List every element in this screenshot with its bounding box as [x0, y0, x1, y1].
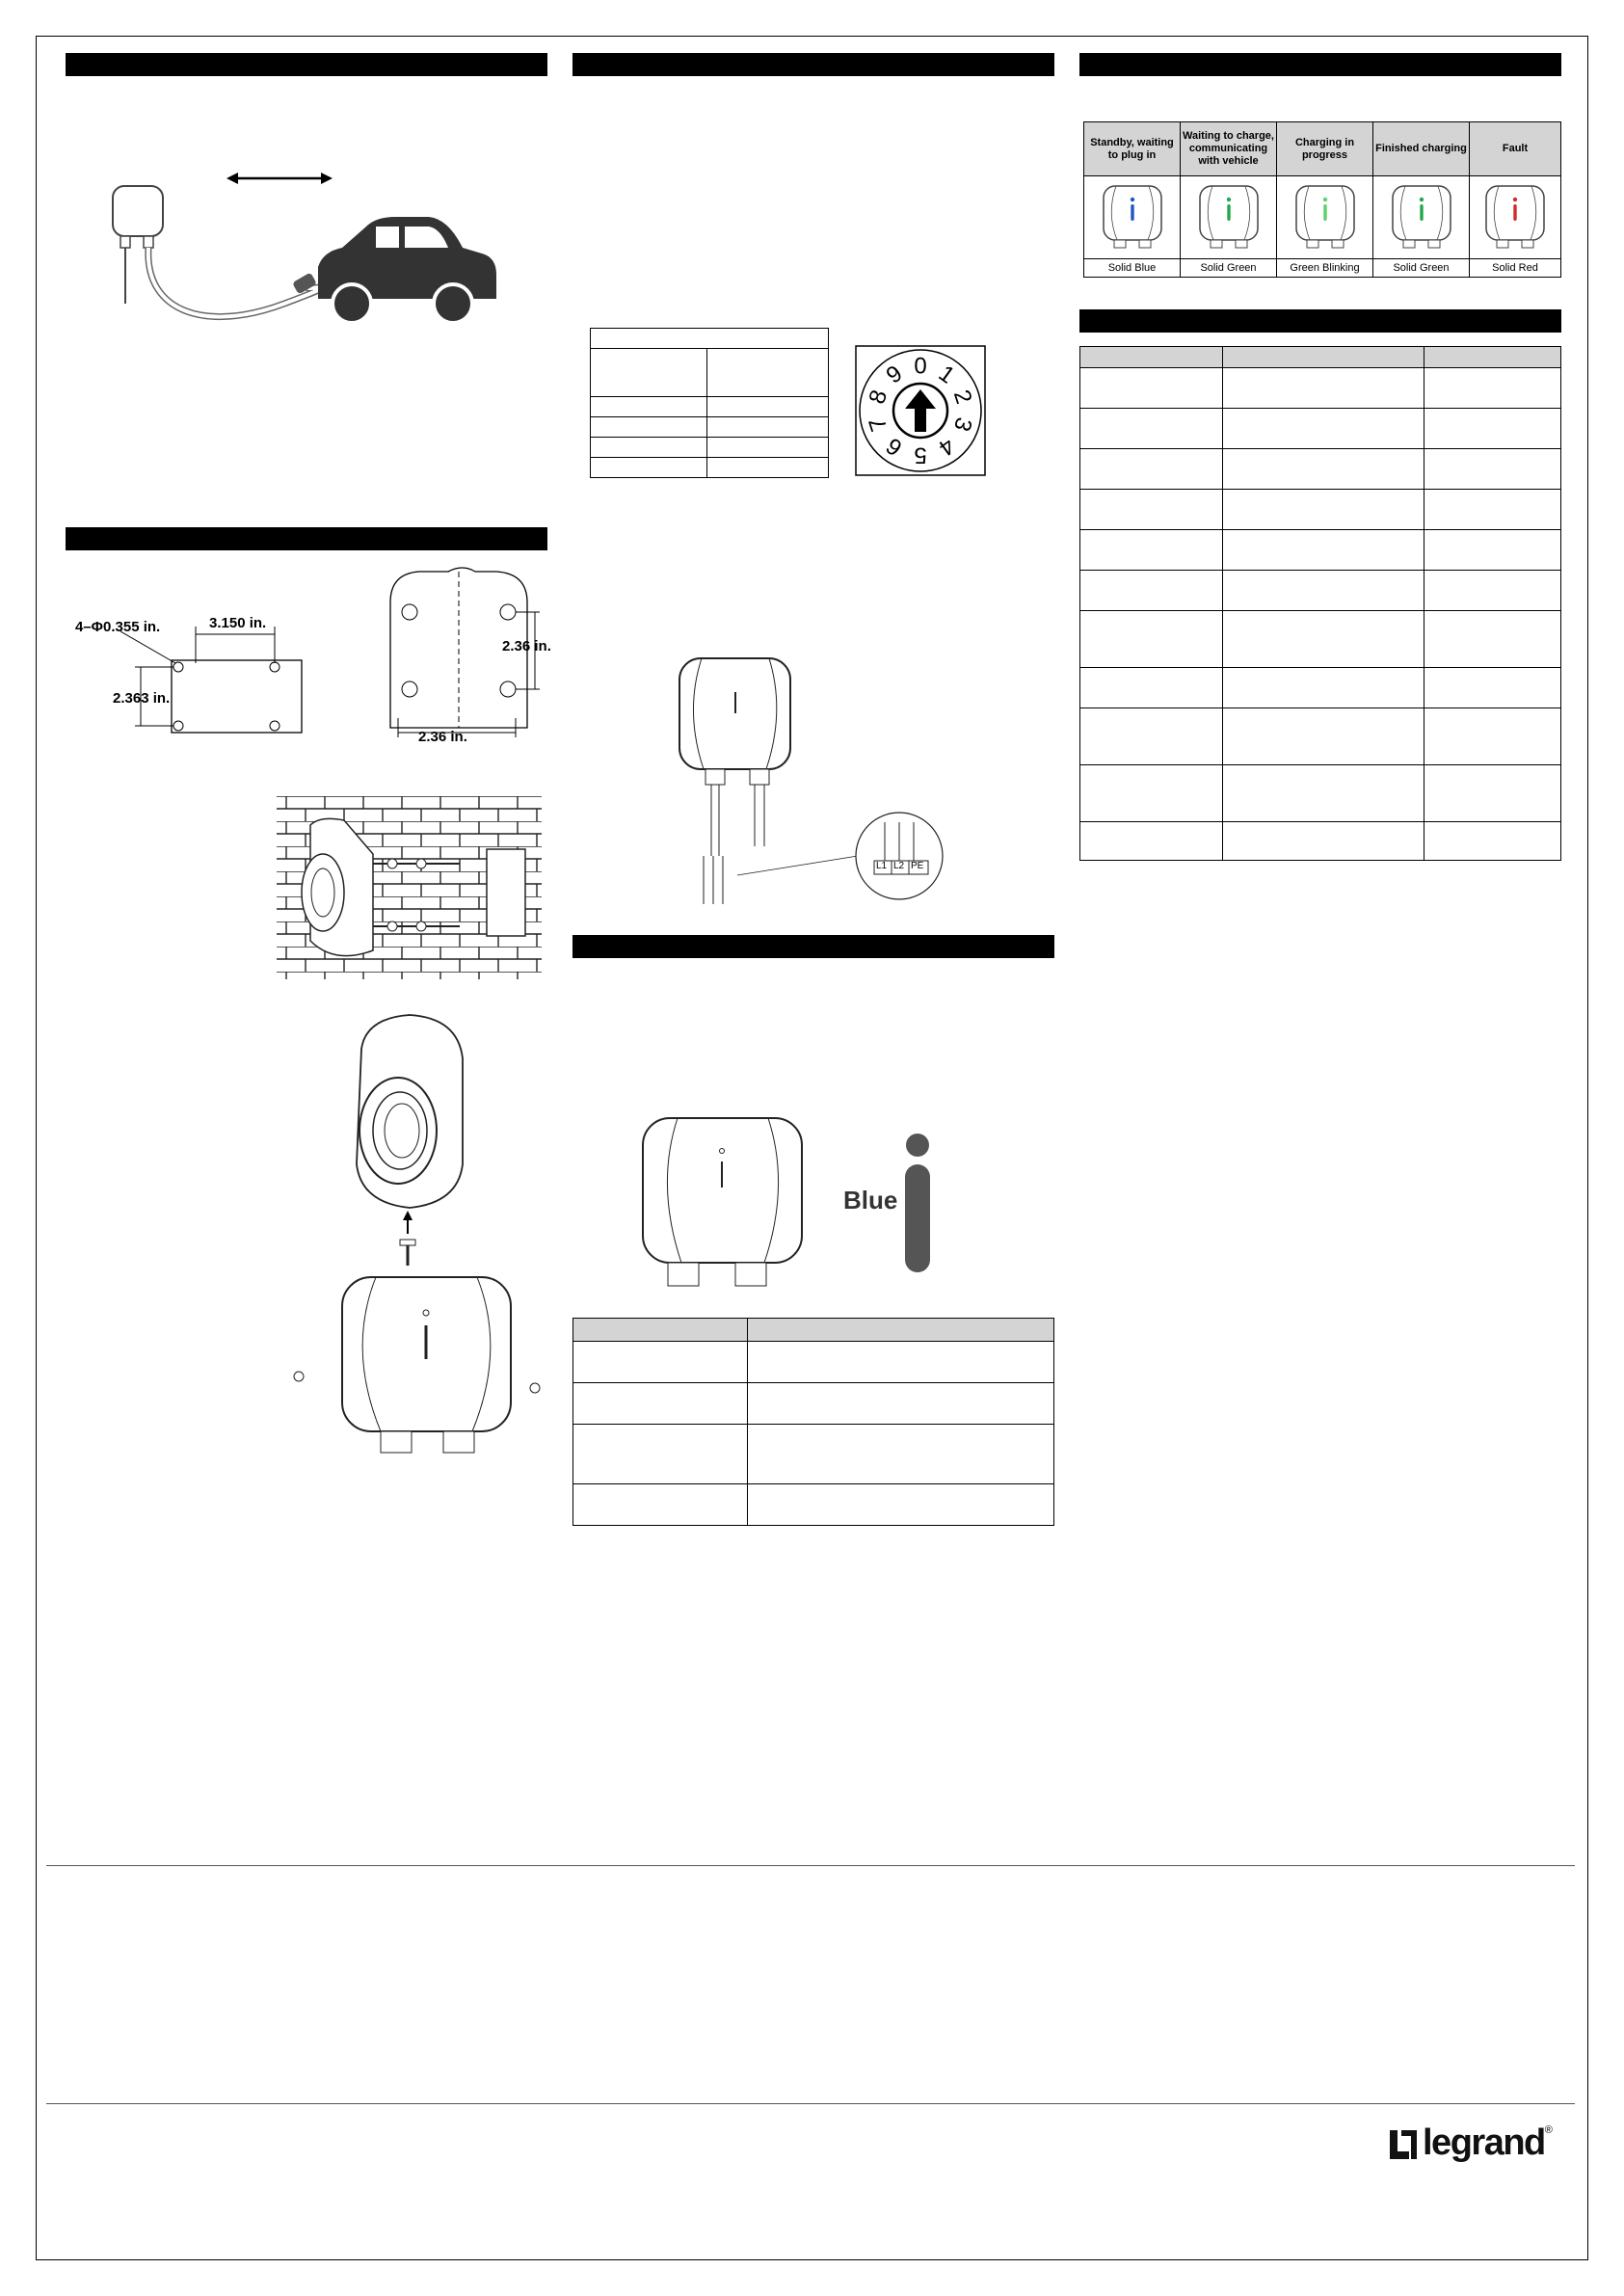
dial-digit: 1 — [933, 360, 960, 389]
plate-height-label: 2.36 in. — [502, 638, 551, 654]
section-header-bar — [66, 53, 547, 76]
dial-digit: 5 — [914, 441, 927, 468]
rotary-dial[interactable] — [855, 345, 986, 476]
dial-digit: 7 — [864, 414, 893, 435]
wall-mounting-illustration — [277, 796, 542, 979]
charger-wiring-illustration — [665, 654, 954, 914]
status-label-green-blinking: Green Blinking — [1277, 259, 1373, 278]
setting-table — [590, 328, 829, 478]
indicator-table — [572, 1318, 1054, 1526]
height-dimension-label: 2.363 in. — [113, 690, 171, 707]
dial-digit: 6 — [881, 432, 908, 462]
section-header-bar — [572, 53, 1054, 76]
registered-mark: ® — [1544, 2124, 1553, 2136]
status-header-finished: Finished charging — [1373, 122, 1470, 176]
terminal-label-l1: L1 — [876, 861, 888, 871]
legrand-mark-icon — [1388, 2128, 1419, 2161]
terminal-label-pe: PE — [911, 861, 924, 871]
charger-front-screws-illustration — [289, 1272, 549, 1465]
status-label-green-finished: Solid Green — [1373, 259, 1470, 278]
charger-car-illustration — [101, 159, 506, 337]
status-label-red: Solid Red — [1470, 259, 1561, 278]
divider — [46, 1865, 1575, 1866]
charger-status-icon — [1099, 182, 1166, 254]
width-dimension-label: 3.150 in. — [209, 615, 267, 631]
dial-digit: 0 — [914, 353, 927, 380]
section-header-bar — [1079, 309, 1561, 333]
brand-wordmark: legrand — [1423, 2122, 1545, 2163]
section-header-bar — [66, 527, 547, 550]
hole-spec-label: 4–Φ0.355 in. — [75, 619, 161, 635]
mounting-plate-drawing — [371, 564, 554, 752]
divider — [46, 2103, 1575, 2104]
dial-digit: 2 — [947, 387, 977, 408]
status-header-waiting: Waiting to charge, communicating with vehicle — [1181, 122, 1277, 176]
status-header-standby: Standby, waiting to plug in — [1084, 122, 1181, 176]
status-label-green: Solid Green — [1181, 259, 1277, 278]
status-header-fault: Fault — [1470, 122, 1561, 176]
section-header-bar — [1079, 53, 1561, 76]
status-icon-cell — [1470, 176, 1561, 259]
charger-indicator-illustration — [631, 1108, 949, 1301]
dial-digit: 3 — [947, 414, 977, 435]
section-header-bar — [572, 935, 1054, 958]
status-icon-cell — [1084, 176, 1181, 259]
terminal-label-l2: L2 — [893, 861, 905, 871]
indicator-label: Blue — [843, 1186, 898, 1215]
status-icon-cell — [1277, 176, 1373, 259]
dial-digit: 9 — [881, 360, 908, 389]
status-indicator-table — [1083, 121, 1561, 278]
brand-logo — [1388, 2122, 1553, 2161]
connector-holster-illustration — [342, 1010, 477, 1270]
status-header-charging: Charging in progress — [1277, 122, 1373, 176]
status-icon-cell — [1181, 176, 1277, 259]
charger-status-icon — [1291, 182, 1359, 254]
status-label-blue: Solid Blue — [1084, 259, 1181, 278]
status-icon-cell — [1373, 176, 1470, 259]
troubleshooting-table — [1079, 346, 1561, 861]
charger-status-icon — [1388, 182, 1455, 254]
charger-status-icon — [1195, 182, 1263, 254]
dial-digit: 8 — [864, 387, 893, 408]
dial-digit: 4 — [933, 432, 960, 462]
charger-status-icon — [1481, 182, 1549, 254]
plate-width-label: 2.36 in. — [418, 729, 467, 745]
